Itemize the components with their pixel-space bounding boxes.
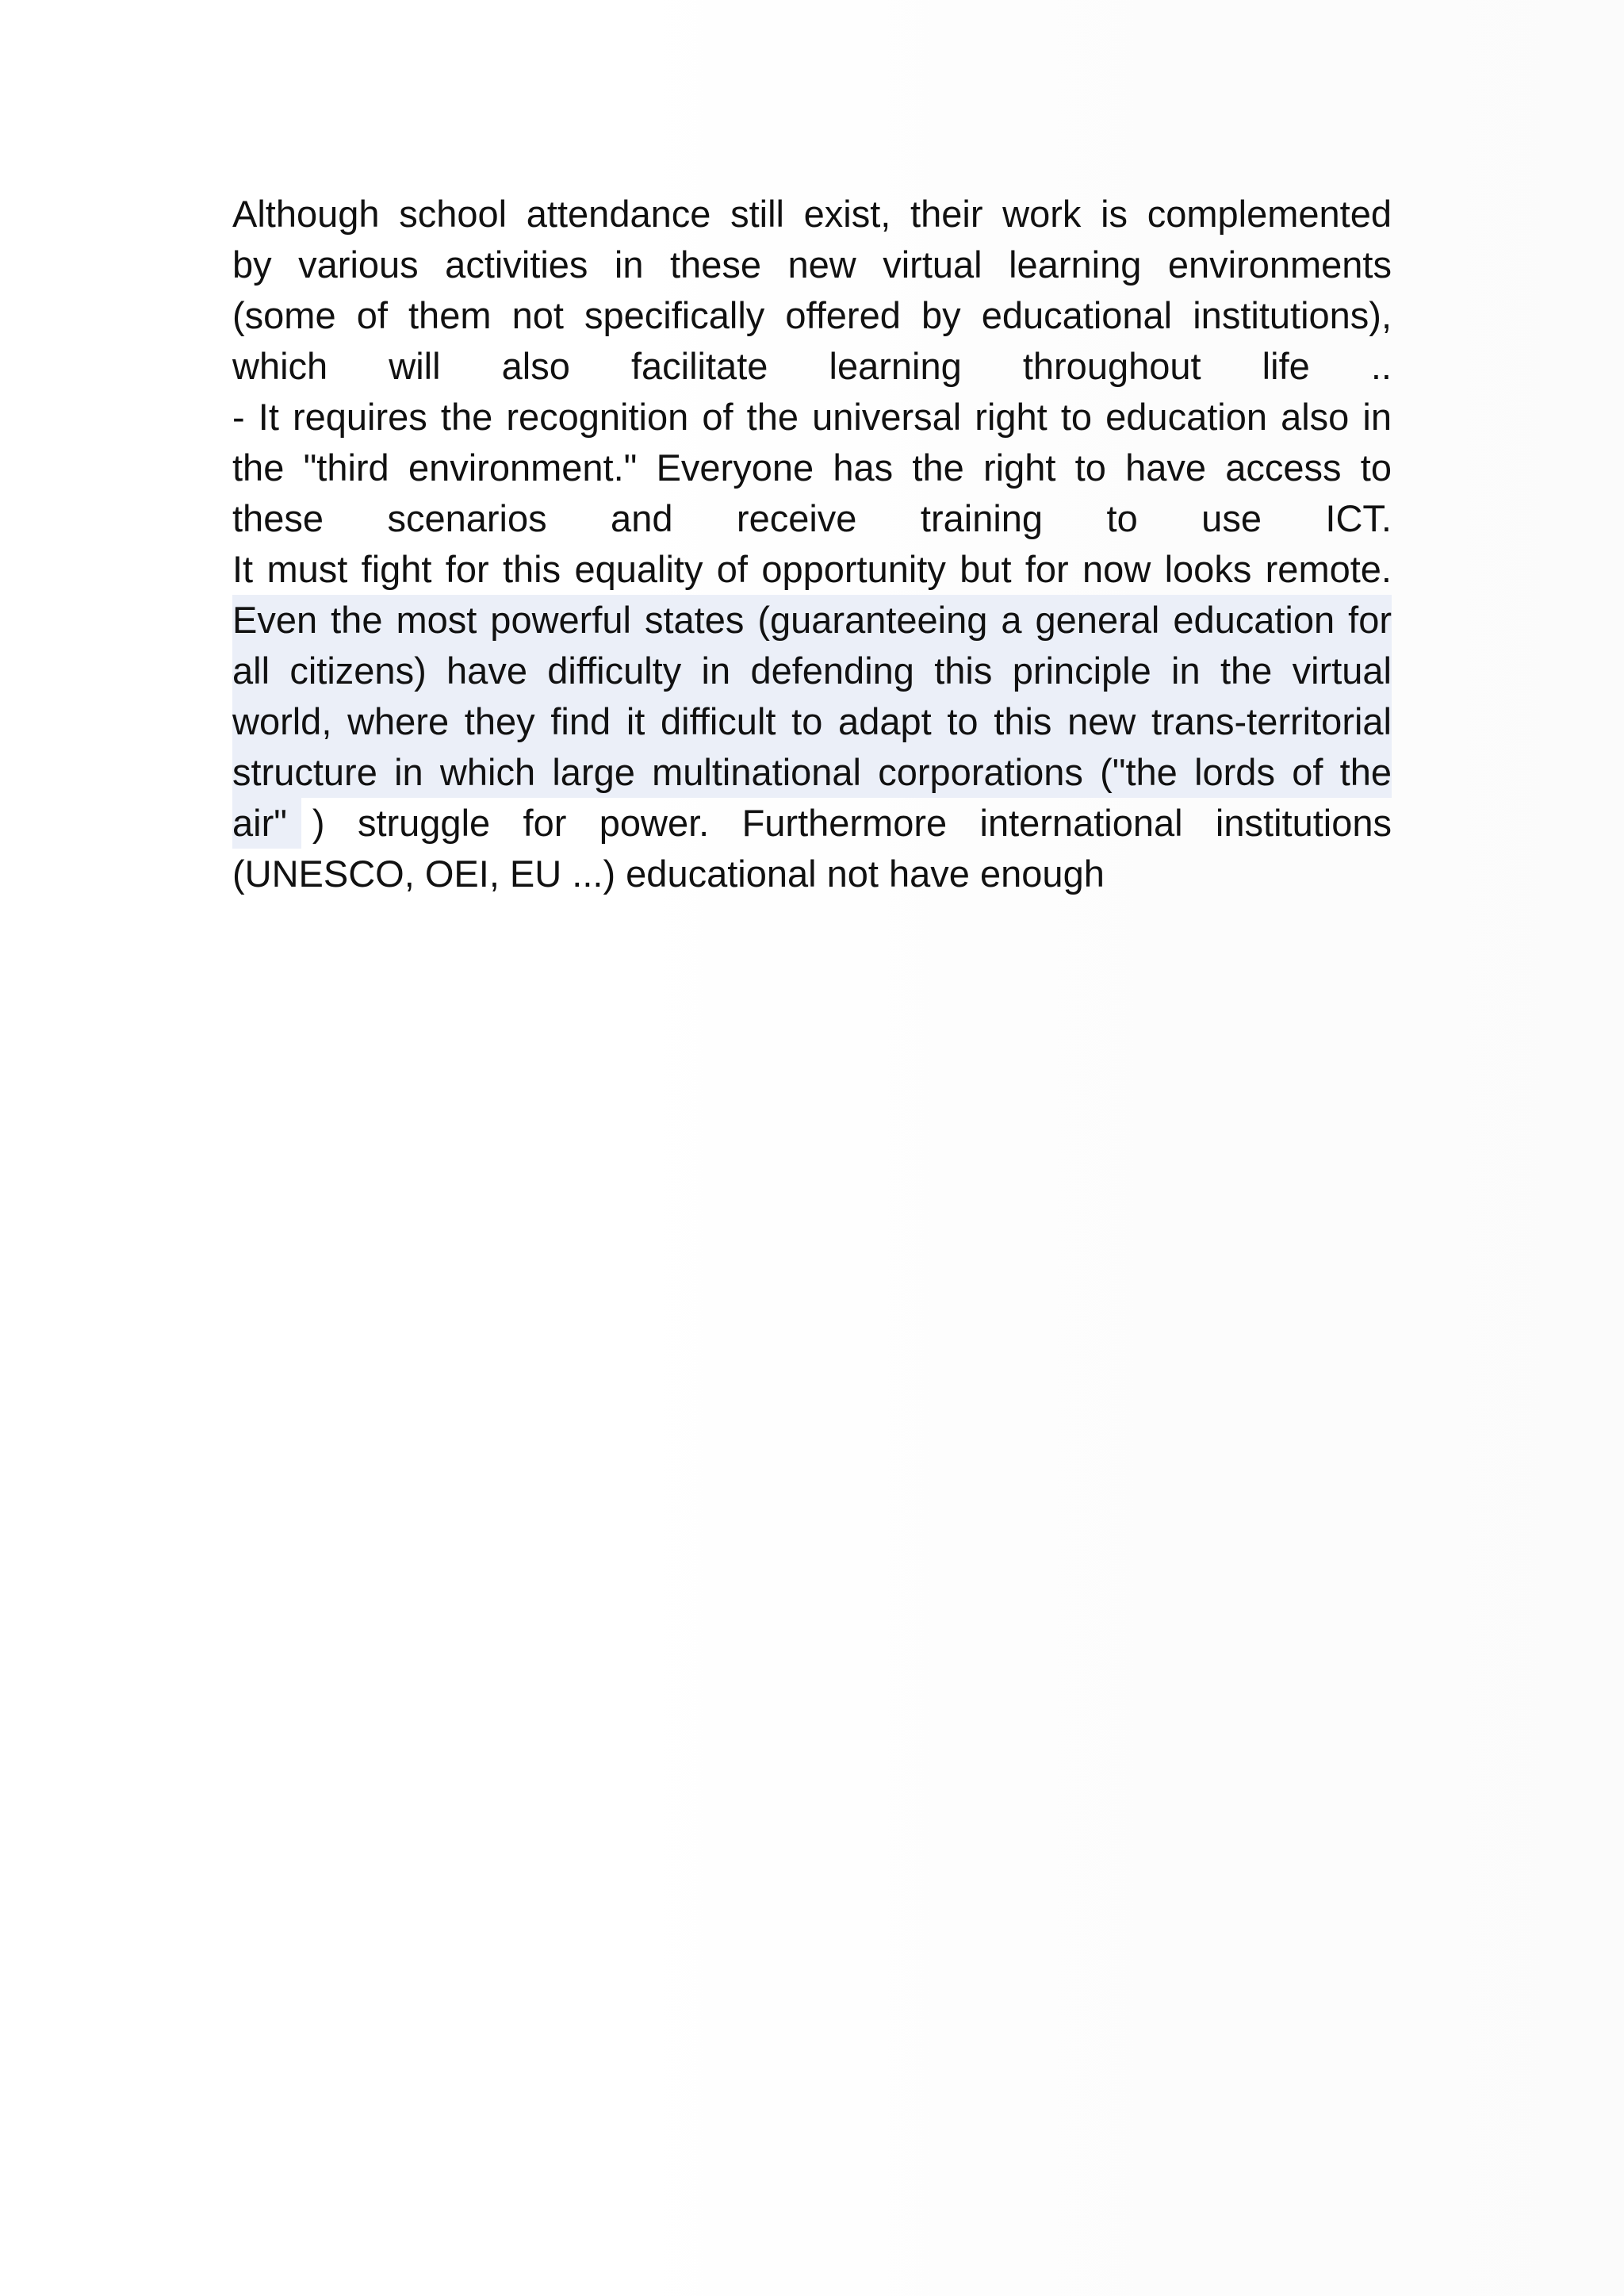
text-line: It must fight for this equality of opportunity but for now looks remote. xyxy=(232,548,1392,590)
text-line-mixed xyxy=(232,798,1392,849)
highlighted-text-line: structure in which large multinational corporations ("the lords of the xyxy=(232,747,1392,798)
highlighted-text-line: world, where they find it difficult to adapt to this new trans-territorial xyxy=(232,696,1392,747)
body-text xyxy=(232,189,1392,899)
text-line: these scenarios and receive training to use ICT. xyxy=(232,497,1392,539)
highlighted-text-fragment: air" xyxy=(232,798,301,849)
highlighted-text-line: all citizens) have difficulty in defending this principle in the virtual xyxy=(232,646,1392,696)
text-line: the "third environment." Everyone has the right to have access to xyxy=(232,447,1392,489)
highlighted-text-line: Even the most powerful states (guaranteeing a general education for xyxy=(232,595,1392,646)
text-line: which will also facilitate learning throughout life .. xyxy=(232,345,1392,387)
text-line: (some of them not specifically offered by educational institutions), xyxy=(232,294,1392,336)
text-line: by various activities in these new virtual learning environments xyxy=(232,243,1392,286)
text-fragment: ) struggle for power. Furthermore international institutions xyxy=(312,802,1392,844)
text-line: (UNESCO, OEI, EU ...) educational not have enough xyxy=(232,853,1105,895)
text-line: - It requires the recognition of the universal right to education also in xyxy=(232,396,1392,438)
text-line: Although school attendance still exist, their work is complemented xyxy=(232,193,1392,235)
